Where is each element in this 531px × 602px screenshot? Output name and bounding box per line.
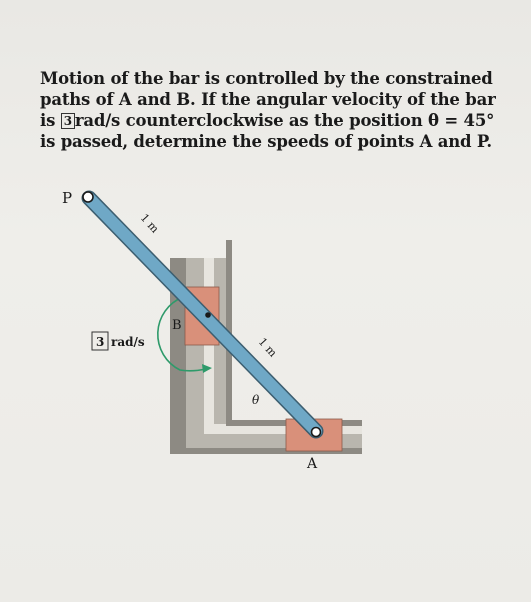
end-p-circle [83, 192, 93, 202]
problem-line-4: is passed, determine the speeds of points A and P. [40, 132, 492, 151]
label-length-lower: 1 m [255, 335, 280, 360]
label-p: P [62, 189, 73, 207]
omega-label-value: 3 [96, 335, 105, 349]
label-b: B [172, 318, 182, 333]
label-a: A [307, 456, 318, 472]
problem-line-1: Motion of the bar is controlled by the constrained [40, 69, 493, 88]
problem-line-3-start: is [40, 111, 56, 130]
end-a-circle [312, 428, 321, 437]
problem-line-3-end: rad/s counterclockwise as the position θ = 45° [74, 111, 495, 130]
label-length-upper: 1 m [137, 211, 162, 236]
pin-b [205, 312, 211, 318]
label-theta: θ [252, 393, 260, 407]
omega-value-box: 3 [61, 113, 75, 129]
omega-label-unit: rad/s [111, 335, 145, 349]
problem-line-2: paths of A and B. If the angular velocity of the bar [40, 90, 496, 109]
